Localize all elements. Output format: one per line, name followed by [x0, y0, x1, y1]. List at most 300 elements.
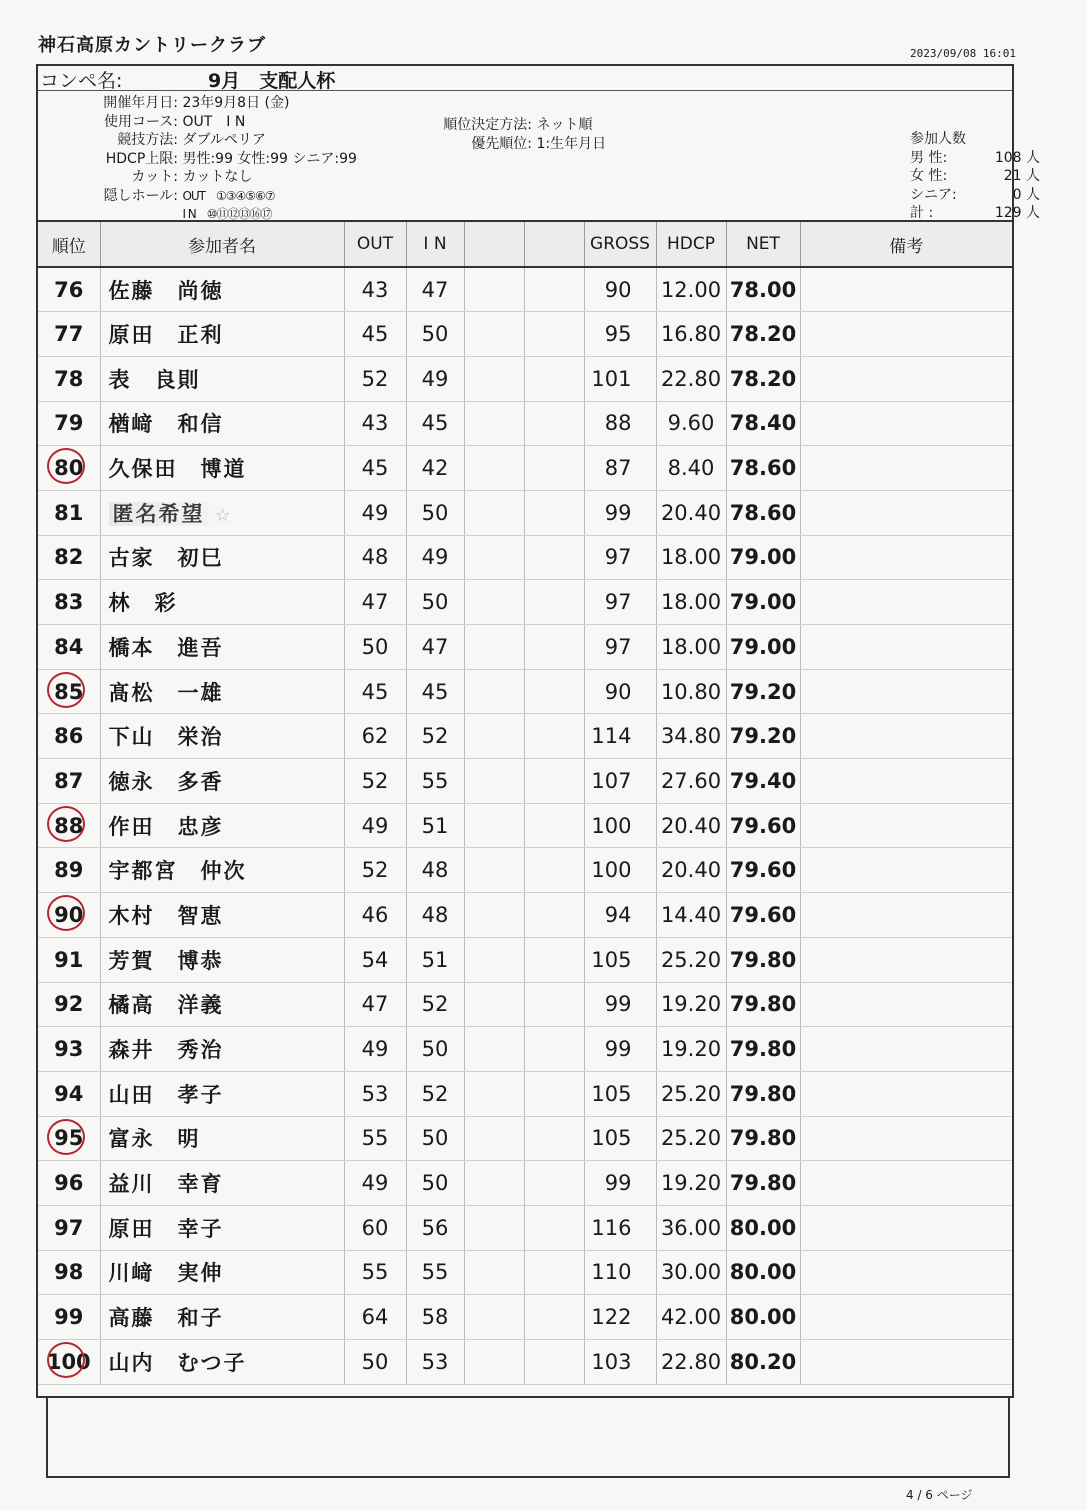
rank-number: 97 [54, 1215, 84, 1240]
net-score: 79.60 [726, 848, 800, 893]
table-row [38, 580, 1012, 625]
blank-cell [464, 803, 524, 848]
course-label: 使用コース: [103, 113, 178, 130]
blank-cell [464, 669, 524, 714]
rank-cell [38, 982, 100, 1027]
name-cell [100, 356, 344, 401]
hdcp-value: 9.60 [656, 401, 726, 446]
blank-cell [464, 937, 524, 982]
remarks-cell [800, 759, 1012, 804]
hidden-holes-out: OUT ①③④⑤⑥⑦ [182, 188, 275, 203]
blank-cell [524, 580, 584, 625]
participant-name: 下山 栄治 [108, 725, 224, 750]
gross-score: 87 [584, 446, 656, 491]
net-score: 79.40 [726, 759, 800, 804]
hdcp-value: 22.80 [656, 1340, 726, 1385]
col-out: OUT [344, 222, 406, 267]
blank-cell [464, 312, 524, 357]
in-score: 50 [406, 312, 464, 357]
participant-name: 久保田 博道 [108, 457, 247, 482]
date-label: 開催年月日: [103, 95, 178, 111]
net-score: 79.20 [726, 714, 800, 759]
results-table-container [36, 222, 1014, 1398]
rank-cell [38, 490, 100, 535]
rank-cell [38, 848, 100, 893]
out-score: 45 [344, 312, 406, 357]
blank-cell [524, 759, 584, 804]
col-hdcp: HDCP [656, 222, 726, 267]
remarks-cell [800, 1071, 1012, 1116]
rank-cell [38, 1295, 100, 1340]
participant-name: 匿名希望 [109, 502, 209, 526]
blank-cell [524, 848, 584, 893]
remarks-cell [800, 848, 1012, 893]
name-cell [100, 1071, 344, 1116]
hdcp-value: 30.00 [656, 1250, 726, 1295]
hdcp-value: 36.00 [656, 1205, 726, 1250]
hdcp-value: 12.00 [656, 267, 726, 312]
table-row [38, 759, 1012, 804]
rank-number: 89 [54, 858, 84, 883]
rank-number: 85 [54, 679, 84, 704]
hidden-holes-in: I N ⑩⑪⑫⑬⑯⑰ [182, 207, 272, 221]
rank-number: 79 [54, 411, 84, 436]
blank-cell [464, 1295, 524, 1340]
rank-cell [38, 535, 100, 580]
blank-cell [464, 1116, 524, 1161]
col-remarks: 備考 [800, 222, 1012, 267]
net-score: 80.20 [726, 1340, 800, 1385]
hidden-holes-label: 隠しホール: [103, 187, 178, 204]
participants-title: 参加人数 [910, 131, 966, 147]
name-cell [100, 759, 344, 804]
net-score: 78.60 [726, 490, 800, 535]
gross-score: 99 [584, 1161, 656, 1206]
hdcp-value: 20.40 [656, 490, 726, 535]
rank-cell [38, 803, 100, 848]
participant-name: 表 良則 [108, 367, 201, 392]
rank-number: 95 [54, 1126, 84, 1151]
table-row [38, 714, 1012, 759]
rank-number: 76 [54, 277, 84, 302]
blank-cell [464, 1071, 524, 1116]
participant-name: 林 彩 [108, 591, 178, 616]
results-table [38, 222, 1012, 1385]
handwritten-circle-mark [47, 895, 85, 931]
rank-number: 94 [54, 1081, 84, 1106]
gross-score: 107 [584, 759, 656, 804]
net-score: 78.40 [726, 401, 800, 446]
remarks-cell [800, 267, 1012, 312]
in-score: 42 [406, 446, 464, 491]
blank-cell [524, 1205, 584, 1250]
rank-cell [38, 1340, 100, 1385]
in-score: 47 [406, 267, 464, 312]
gross-score: 114 [584, 714, 656, 759]
rank-number: 83 [54, 590, 84, 615]
blank-cell [464, 893, 524, 938]
participant-name: 川﨑 実伸 [108, 1261, 224, 1286]
participant-counts [910, 130, 1040, 223]
blank-cell [524, 267, 584, 312]
hdcp-value: 34.80 [656, 714, 726, 759]
participant-name: 作田 忠彦 [108, 814, 224, 839]
net-score: 79.60 [726, 893, 800, 938]
in-score: 50 [406, 1116, 464, 1161]
name-cell [100, 267, 344, 312]
col-blank-1 [464, 222, 524, 267]
participant-name: 原田 正利 [108, 323, 224, 348]
hdcp-value: 20.40 [656, 803, 726, 848]
blank-cell [464, 1340, 524, 1385]
out-score: 55 [344, 1116, 406, 1161]
remarks-cell [800, 446, 1012, 491]
rank-cell [38, 759, 100, 804]
blank-cell [524, 1295, 584, 1340]
in-score: 53 [406, 1340, 464, 1385]
hdcp-value: 19.20 [656, 982, 726, 1027]
rank-cell [38, 580, 100, 625]
rank-number: 93 [54, 1037, 84, 1062]
remarks-cell [800, 669, 1012, 714]
rank-cell [38, 446, 100, 491]
blank-cell [464, 759, 524, 804]
hdcp-limit-label: HDCP上限: [105, 150, 178, 167]
participant-name: 木村 智恵 [108, 903, 224, 928]
net-score: 79.80 [726, 1161, 800, 1206]
out-score: 49 [344, 1027, 406, 1072]
net-score: 79.00 [726, 535, 800, 580]
table-row [38, 312, 1012, 357]
total-label: 計 : [910, 205, 934, 221]
table-row [38, 848, 1012, 893]
net-score: 79.80 [726, 1027, 800, 1072]
name-cell [100, 714, 344, 759]
male-count: 108 人 [994, 149, 1040, 166]
hdcp-value: 25.20 [656, 937, 726, 982]
method-value: ダブルペリア [182, 132, 266, 148]
rank-cell [38, 937, 100, 982]
name-cell [100, 1116, 344, 1161]
remarks-cell [800, 1340, 1012, 1385]
net-score: 79.80 [726, 1071, 800, 1116]
out-score: 43 [344, 401, 406, 446]
out-score: 49 [344, 1161, 406, 1206]
senior-label: シニア: [910, 186, 957, 203]
rank-cell [38, 401, 100, 446]
gross-score: 95 [584, 312, 656, 357]
remarks-cell [800, 356, 1012, 401]
hdcp-value: 18.00 [656, 535, 726, 580]
participant-name: 古家 初巳 [108, 546, 224, 571]
in-score: 55 [406, 759, 464, 804]
competition-label: コンペ名: [40, 70, 123, 92]
gross-score: 97 [584, 625, 656, 670]
blank-cell [464, 356, 524, 401]
participant-name: 高藤 和子 [108, 1306, 224, 1331]
rank-number: 98 [54, 1260, 84, 1285]
net-score: 79.00 [726, 580, 800, 625]
hdcp-limit-value: 男性:99 女性:99 シニア:99 [182, 150, 357, 167]
table-row [38, 937, 1012, 982]
total-count: 129 人 [994, 205, 1040, 221]
name-cell [100, 535, 344, 580]
rank-cell [38, 893, 100, 938]
name-cell [100, 848, 344, 893]
out-score: 52 [344, 356, 406, 401]
remarks-cell [800, 312, 1012, 357]
table-row [38, 490, 1012, 535]
out-score: 54 [344, 937, 406, 982]
footer-box [46, 1398, 1010, 1478]
net-score: 78.00 [726, 267, 800, 312]
ranking-info [424, 116, 606, 153]
blank-cell [464, 1205, 524, 1250]
participant-name: 森井 秀治 [108, 1038, 224, 1063]
out-score: 52 [344, 848, 406, 893]
gross-score: 88 [584, 401, 656, 446]
net-score: 79.80 [726, 937, 800, 982]
participant-name: 髙松 一雄 [108, 680, 224, 705]
gross-score: 116 [584, 1205, 656, 1250]
participant-name: 芳賀 博恭 [108, 948, 224, 973]
cut-value: カットなし [182, 169, 253, 185]
gross-score: 90 [584, 669, 656, 714]
out-score: 55 [344, 1250, 406, 1295]
rank-cell [38, 1250, 100, 1295]
hdcp-value: 18.00 [656, 625, 726, 670]
out-score: 45 [344, 669, 406, 714]
hdcp-value: 14.40 [656, 893, 726, 938]
gross-score: 99 [584, 982, 656, 1027]
blank-cell [464, 490, 524, 535]
blank-cell [464, 267, 524, 312]
participant-name: 益川 幸育 [108, 1172, 224, 1197]
participant-name: 山田 孝子 [108, 1082, 224, 1107]
gross-score: 101 [584, 356, 656, 401]
gross-score: 103 [584, 1340, 656, 1385]
blank-cell [524, 893, 584, 938]
hdcp-value: 10.80 [656, 669, 726, 714]
name-cell [100, 982, 344, 1027]
in-score: 52 [406, 1071, 464, 1116]
rank-number: 80 [54, 456, 84, 481]
name-cell [100, 893, 344, 938]
remarks-cell [800, 535, 1012, 580]
remarks-cell [800, 1295, 1012, 1340]
table-row [38, 625, 1012, 670]
rank-cell [38, 625, 100, 670]
out-score: 48 [344, 535, 406, 580]
female-count: 21 人 [1003, 168, 1040, 184]
in-score: 50 [406, 490, 464, 535]
hdcp-value: 8.40 [656, 446, 726, 491]
out-score: 53 [344, 1071, 406, 1116]
senior-count: 0 人 [1012, 186, 1040, 203]
out-score: 49 [344, 490, 406, 535]
participant-name: 楢﨑 和信 [108, 412, 224, 437]
rank-method-label: 順位決定方法: [443, 117, 532, 133]
col-in: I N [406, 222, 464, 267]
participant-name: 原田 幸子 [108, 1216, 224, 1241]
blank-cell [464, 982, 524, 1027]
rank-cell [38, 312, 100, 357]
remarks-cell [800, 625, 1012, 670]
net-score: 78.20 [726, 312, 800, 357]
out-score: 49 [344, 803, 406, 848]
net-score: 79.20 [726, 669, 800, 714]
blank-cell [524, 803, 584, 848]
rank-number: 96 [54, 1171, 84, 1196]
in-score: 51 [406, 937, 464, 982]
table-row [38, 803, 1012, 848]
handwritten-circle-mark [47, 806, 85, 842]
name-cell [100, 312, 344, 357]
table-row [38, 356, 1012, 401]
remarks-cell [800, 1027, 1012, 1072]
participant-name: 徳永 多香 [108, 769, 224, 794]
name-cell [100, 803, 344, 848]
blank-cell [524, 1027, 584, 1072]
table-row [38, 446, 1012, 491]
in-score: 48 [406, 848, 464, 893]
gross-score: 105 [584, 937, 656, 982]
hdcp-value: 27.60 [656, 759, 726, 804]
blank-cell [464, 401, 524, 446]
blank-cell [524, 1250, 584, 1295]
rank-method-value: ネット順 [536, 117, 593, 133]
rank-number: 77 [54, 322, 84, 347]
blank-cell [524, 535, 584, 580]
in-score: 58 [406, 1295, 464, 1340]
rank-cell [38, 1027, 100, 1072]
in-score: 50 [406, 580, 464, 625]
participant-name: 佐藤 尚徳 [108, 278, 224, 303]
gross-score: 94 [584, 893, 656, 938]
table-header [38, 222, 1012, 267]
blank-cell [524, 446, 584, 491]
in-score: 50 [406, 1161, 464, 1206]
rank-cell [38, 356, 100, 401]
table-row [38, 669, 1012, 714]
table-row [38, 1027, 1012, 1072]
hdcp-value: 25.20 [656, 1116, 726, 1161]
participant-name: 宇都宮 仲次 [108, 859, 247, 884]
blank-cell [524, 625, 584, 670]
table-row [38, 1071, 1012, 1116]
blank-cell [464, 535, 524, 580]
out-score: 50 [344, 1340, 406, 1385]
remarks-cell [800, 893, 1012, 938]
table-row [38, 1340, 1012, 1385]
gross-score: 122 [584, 1295, 656, 1340]
gross-score: 97 [584, 580, 656, 625]
rank-cell [38, 1116, 100, 1161]
date-value: 23年9月8日 (金) [182, 95, 290, 111]
priority-value: 1:生年月日 [536, 135, 607, 152]
net-score: 78.20 [726, 356, 800, 401]
remarks-cell [800, 1205, 1012, 1250]
gross-score: 97 [584, 535, 656, 580]
hdcp-value: 25.20 [656, 1071, 726, 1116]
name-cell [100, 625, 344, 670]
remarks-cell [800, 937, 1012, 982]
blank-cell [464, 446, 524, 491]
out-score: 47 [344, 580, 406, 625]
net-score: 80.00 [726, 1205, 800, 1250]
remarks-cell [800, 490, 1012, 535]
club-name: 神石高原カントリークラブ [38, 35, 266, 56]
handwritten-circle-mark [47, 672, 85, 708]
out-score: 60 [344, 1205, 406, 1250]
in-score: 51 [406, 803, 464, 848]
male-label: 男 性: [910, 149, 948, 166]
out-score: 52 [344, 759, 406, 804]
handwritten-circle-mark [47, 1342, 85, 1378]
blank-cell [464, 848, 524, 893]
course-value: OUT I N [182, 113, 246, 130]
remarks-cell [800, 1250, 1012, 1295]
competition-name: 9月 支配人杯 [208, 70, 336, 92]
hdcp-value: 20.40 [656, 848, 726, 893]
rank-number: 78 [54, 366, 84, 391]
name-cell [100, 446, 344, 491]
blank-cell [524, 490, 584, 535]
name-cell [100, 1205, 344, 1250]
blank-cell [464, 625, 524, 670]
in-score: 49 [406, 535, 464, 580]
hdcp-value: 42.00 [656, 1295, 726, 1340]
rank-number: 99 [54, 1305, 84, 1330]
blank-cell [524, 1071, 584, 1116]
gross-score: 90 [584, 267, 656, 312]
in-score: 45 [406, 401, 464, 446]
blank-cell [524, 1116, 584, 1161]
remarks-cell [800, 1161, 1012, 1206]
rank-number: 86 [54, 724, 84, 749]
rank-cell [38, 669, 100, 714]
remarks-cell [800, 580, 1012, 625]
rank-number: 91 [54, 947, 84, 972]
name-cell [100, 580, 344, 625]
blank-cell [464, 580, 524, 625]
blank-cell [464, 714, 524, 759]
remarks-cell [800, 1116, 1012, 1161]
handwritten-circle-mark [47, 448, 85, 484]
hdcp-value: 19.20 [656, 1027, 726, 1072]
blank-cell [464, 1027, 524, 1072]
participant-name: 橘高 洋義 [108, 993, 224, 1018]
remarks-cell [800, 714, 1012, 759]
in-score: 55 [406, 1250, 464, 1295]
net-score: 80.00 [726, 1250, 800, 1295]
in-score: 48 [406, 893, 464, 938]
net-score: 78.60 [726, 446, 800, 491]
participant-name: 富永 明 [108, 1127, 201, 1152]
in-score: 45 [406, 669, 464, 714]
rank-number: 88 [54, 813, 84, 838]
out-score: 64 [344, 1295, 406, 1340]
gross-score: 100 [584, 803, 656, 848]
gross-score: 99 [584, 490, 656, 535]
rank-number: 82 [54, 545, 84, 570]
blank-cell [524, 669, 584, 714]
name-cell [100, 937, 344, 982]
blank-cell [524, 401, 584, 446]
blank-cell [524, 1161, 584, 1206]
net-score: 79.60 [726, 803, 800, 848]
rank-number: 90 [54, 902, 84, 927]
